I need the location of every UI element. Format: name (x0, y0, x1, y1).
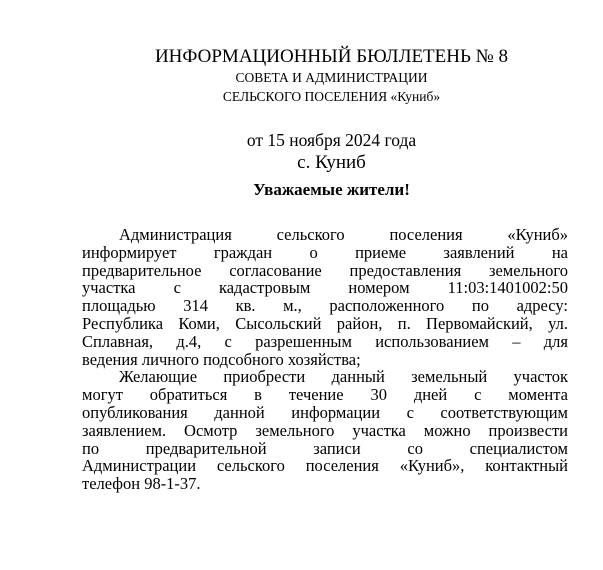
paragraph-application (82, 226, 568, 368)
paragraph-line: Администрации сельского поселения «Куниб», контактный (82, 456, 568, 476)
council-line: СОВЕТА И АДМИНИСТРАЦИИ (235, 70, 428, 85)
bulletin-title: ИНФОРМАЦИОННЫЙ БЮЛЛЕТЕНЬ № 8 (154, 46, 509, 67)
greeting-heading: Уважаемые жители! (253, 180, 410, 199)
notice-body (82, 226, 568, 493)
paragraph-line: опубликования данной информации с соответствующим (82, 402, 568, 422)
paragraph-line: телефон 98-1-37. (82, 474, 201, 494)
paragraph-line: Республика Коми, Сысольский район, п. Первомайский, ул. (82, 313, 568, 333)
paragraph-line: площадью 314 кв. м., расположенного по адресу: (82, 296, 568, 316)
paragraph-line: участка с кадастровым номером 11:03:1401002:50 (82, 278, 568, 298)
paragraph-line: по предварительной записи со специалистом (82, 438, 568, 458)
paragraph-inspection (82, 368, 568, 493)
date-line: от 15 ноября 2024 года (246, 130, 417, 150)
paragraph-line: предварительное согласование предоставления земельного (82, 260, 568, 280)
paragraph-line: Администрация сельского поселения «Куниб» (119, 225, 568, 244)
paragraph-line: информирует граждан о приеме заявлений на (82, 242, 568, 262)
paragraph-line: Сплавная, д.4, с разрешенным использованием – для (82, 331, 568, 351)
paragraph-line: заявлением. Осмотр земельного участка можно произвести (82, 420, 568, 440)
settlement-line: СЕЛЬСКОГО ПОСЕЛЕНИЯ «Куниб» (222, 89, 441, 104)
place-line: с. Куниб (297, 152, 366, 173)
paragraph-line: могут обратиться в течение 30 дней с момента (82, 385, 568, 405)
paragraph-line: Желающие приобрести данный земельный участок (119, 367, 568, 387)
paragraph-line: ведения личного подсобного хозяйства; (82, 349, 361, 369)
